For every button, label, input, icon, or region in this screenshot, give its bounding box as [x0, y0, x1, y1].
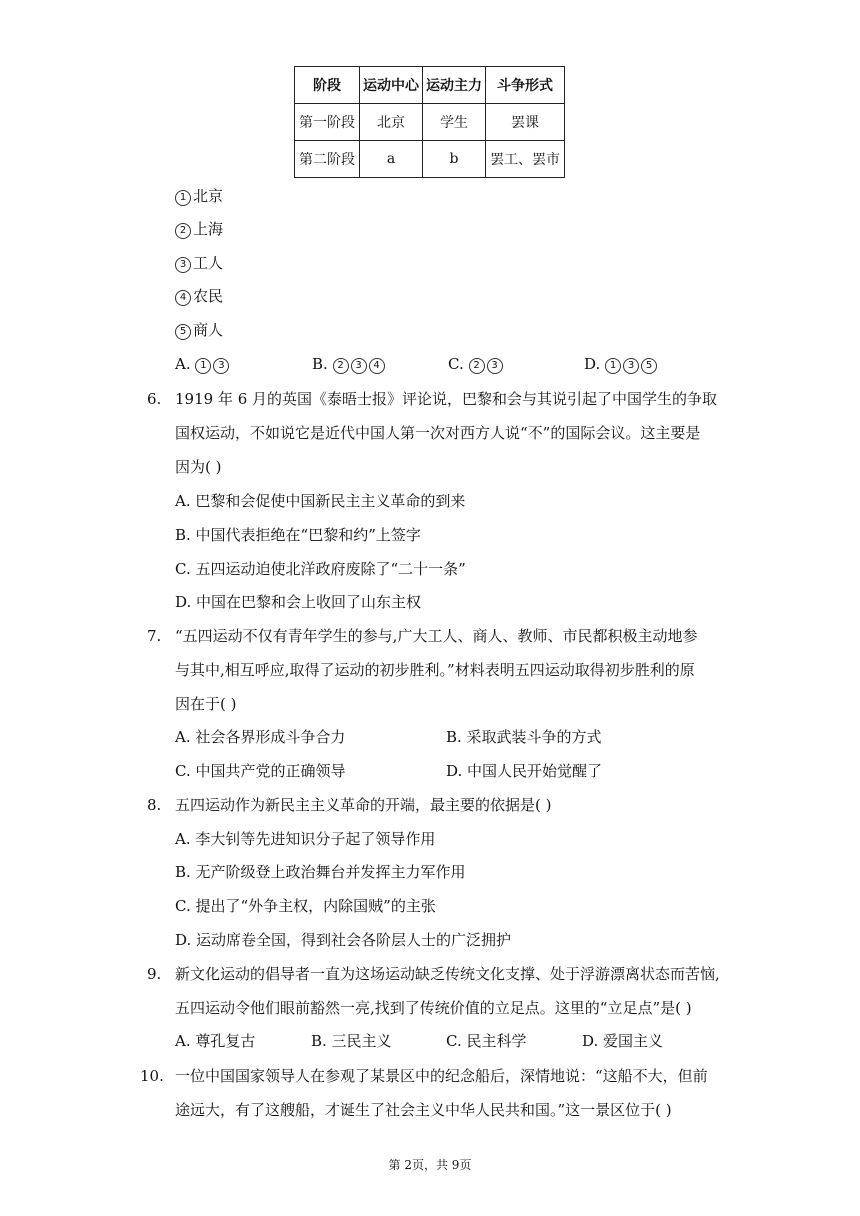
- question-text: 1919 年 6 月的英国《泰晤士报》评论说，巴黎和会与其说引起了中国学生的争取: [175, 390, 718, 408]
- question-number: 6.: [147, 390, 162, 408]
- option-d[interactable]: D. 运动席卷全国，得到社会各阶层人士的广泛拥护: [175, 931, 512, 949]
- table-cell: 第二阶段: [295, 141, 360, 178]
- circled-number: 3: [213, 358, 229, 374]
- list-item-text: 工人: [193, 254, 224, 272]
- circled-number: 2: [333, 358, 349, 374]
- option-a[interactable]: A. 尊孔复古: [175, 1032, 256, 1050]
- question-text: 五四运动作为新民主主义革命的开端，最主要的依据是( ): [175, 796, 552, 814]
- question-text: 一位中国国家领导人在参观了某景区中的纪念船后，深情地说：“这船不大，但前: [175, 1067, 708, 1085]
- option-b[interactable]: B. 中国代表拒绝在“巴黎和约”上签字: [175, 526, 421, 544]
- table-row: [295, 141, 565, 178]
- circled-number: 3: [175, 257, 191, 273]
- option-a[interactable]: A. 李大钊等先进知识分子起了领导作用: [175, 830, 436, 848]
- question-number: 8.: [147, 796, 162, 814]
- option-letter: A.: [175, 355, 191, 373]
- option-letter: D.: [584, 355, 601, 373]
- option-b[interactable]: [312, 354, 387, 374]
- list-item: [175, 219, 223, 239]
- option-d[interactable]: D. 爱国主义: [582, 1032, 664, 1050]
- option-d[interactable]: D. 中国人民开始觉醒了: [446, 762, 603, 780]
- list-item: [175, 320, 223, 340]
- circled-number: 1: [605, 358, 621, 374]
- question-number: 10.: [140, 1067, 164, 1085]
- circled-number: 4: [369, 358, 385, 374]
- question-text: 国权运动，不如说它是近代中国人第一次对西方人说“不”的国际会议。这主要是: [175, 424, 701, 442]
- table-header-row: [295, 67, 565, 104]
- option-b[interactable]: B. 采取武装斗争的方式: [446, 728, 602, 746]
- circled-number: 1: [175, 190, 191, 206]
- list-item-text: 上海: [193, 220, 224, 238]
- question-text: 因为( ): [175, 458, 222, 476]
- question-text: 新文化运动的倡导者一直为这场运动缺乏传统文化支撑、处于浮游漂离状态而苦恼,: [175, 965, 720, 983]
- table-header-cell: 运动中心: [360, 67, 423, 104]
- question-number: 7.: [147, 627, 162, 645]
- option-a[interactable]: A. 巴黎和会促使中国新民主主义革命的到来: [175, 492, 466, 510]
- option-b[interactable]: B. 无产阶级登上政治舞台并发挥主力军作用: [175, 863, 466, 881]
- table-header-cell: 阶段: [295, 67, 360, 104]
- table-cell: 北京: [360, 104, 423, 141]
- circled-number: 5: [175, 324, 191, 340]
- list-item-text: 农民: [193, 287, 224, 305]
- question-text: 途远大，有了这艘船，才诞生了社会主义中华人民共和国。”这一景区位于( ): [175, 1101, 672, 1119]
- question-text: “五四运动不仅有青年学生的参与,广大工人、商人、教师、市民都积极主动地参: [175, 627, 698, 645]
- option-c[interactable]: C. 中国共产党的正确领导: [175, 762, 346, 780]
- option-b[interactable]: B. 三民主义: [311, 1032, 392, 1050]
- table-cell: b: [423, 141, 486, 178]
- list-item: [175, 286, 223, 306]
- list-item-text: 商人: [193, 321, 224, 339]
- table-cell: 学生: [423, 104, 486, 141]
- circled-number: 2: [175, 223, 191, 239]
- page-footer: 第 2页，共 9页: [388, 1158, 472, 1172]
- list-item: [175, 186, 223, 206]
- option-a[interactable]: A. 社会各界形成斗争合力: [175, 728, 346, 746]
- circled-number: 3: [623, 358, 639, 374]
- table-header-cell: 运动主力: [423, 67, 486, 104]
- table-row: [295, 104, 565, 141]
- circled-number: 5: [641, 358, 657, 374]
- table-cell: a: [360, 141, 423, 178]
- circled-number: 3: [487, 358, 503, 374]
- option-a[interactable]: [175, 354, 231, 374]
- list-item-text: 北京: [193, 187, 224, 205]
- list-item: [175, 253, 223, 273]
- question-text: 与其中,相互呼应,取得了运动的初步胜利。”材料表明五四运动取得初步胜利的原: [175, 661, 695, 679]
- option-c[interactable]: C. 提出了“外争主权，内除国贼”的主张: [175, 897, 436, 915]
- option-d[interactable]: [584, 354, 659, 374]
- table-cell: 第一阶段: [295, 104, 360, 141]
- option-d[interactable]: D. 中国在巴黎和会上收回了山东主权: [175, 593, 422, 611]
- table-header-cell: 斗争形式: [486, 67, 565, 104]
- circled-number: 4: [175, 290, 191, 306]
- option-c[interactable]: [448, 354, 505, 374]
- option-c[interactable]: C. 民主科学: [446, 1032, 527, 1050]
- option-c[interactable]: C. 五四运动迫使北洋政府废除了“二十一条”: [175, 560, 466, 578]
- option-letter: C.: [448, 355, 464, 373]
- circled-number: 1: [195, 358, 211, 374]
- stage-table: [294, 66, 565, 178]
- circled-number: 3: [351, 358, 367, 374]
- circled-number: 2: [469, 358, 485, 374]
- option-letter: B.: [312, 355, 328, 373]
- question-text: 因在于( ): [175, 695, 237, 713]
- table-cell: 罢课: [486, 104, 565, 141]
- question-text: 五四运动令他们眼前豁然一亮,找到了传统价值的立足点。这里的“立足点”是( ): [175, 999, 692, 1017]
- table-cell: 罢工、罢市: [486, 141, 565, 178]
- question-number: 9.: [147, 965, 162, 983]
